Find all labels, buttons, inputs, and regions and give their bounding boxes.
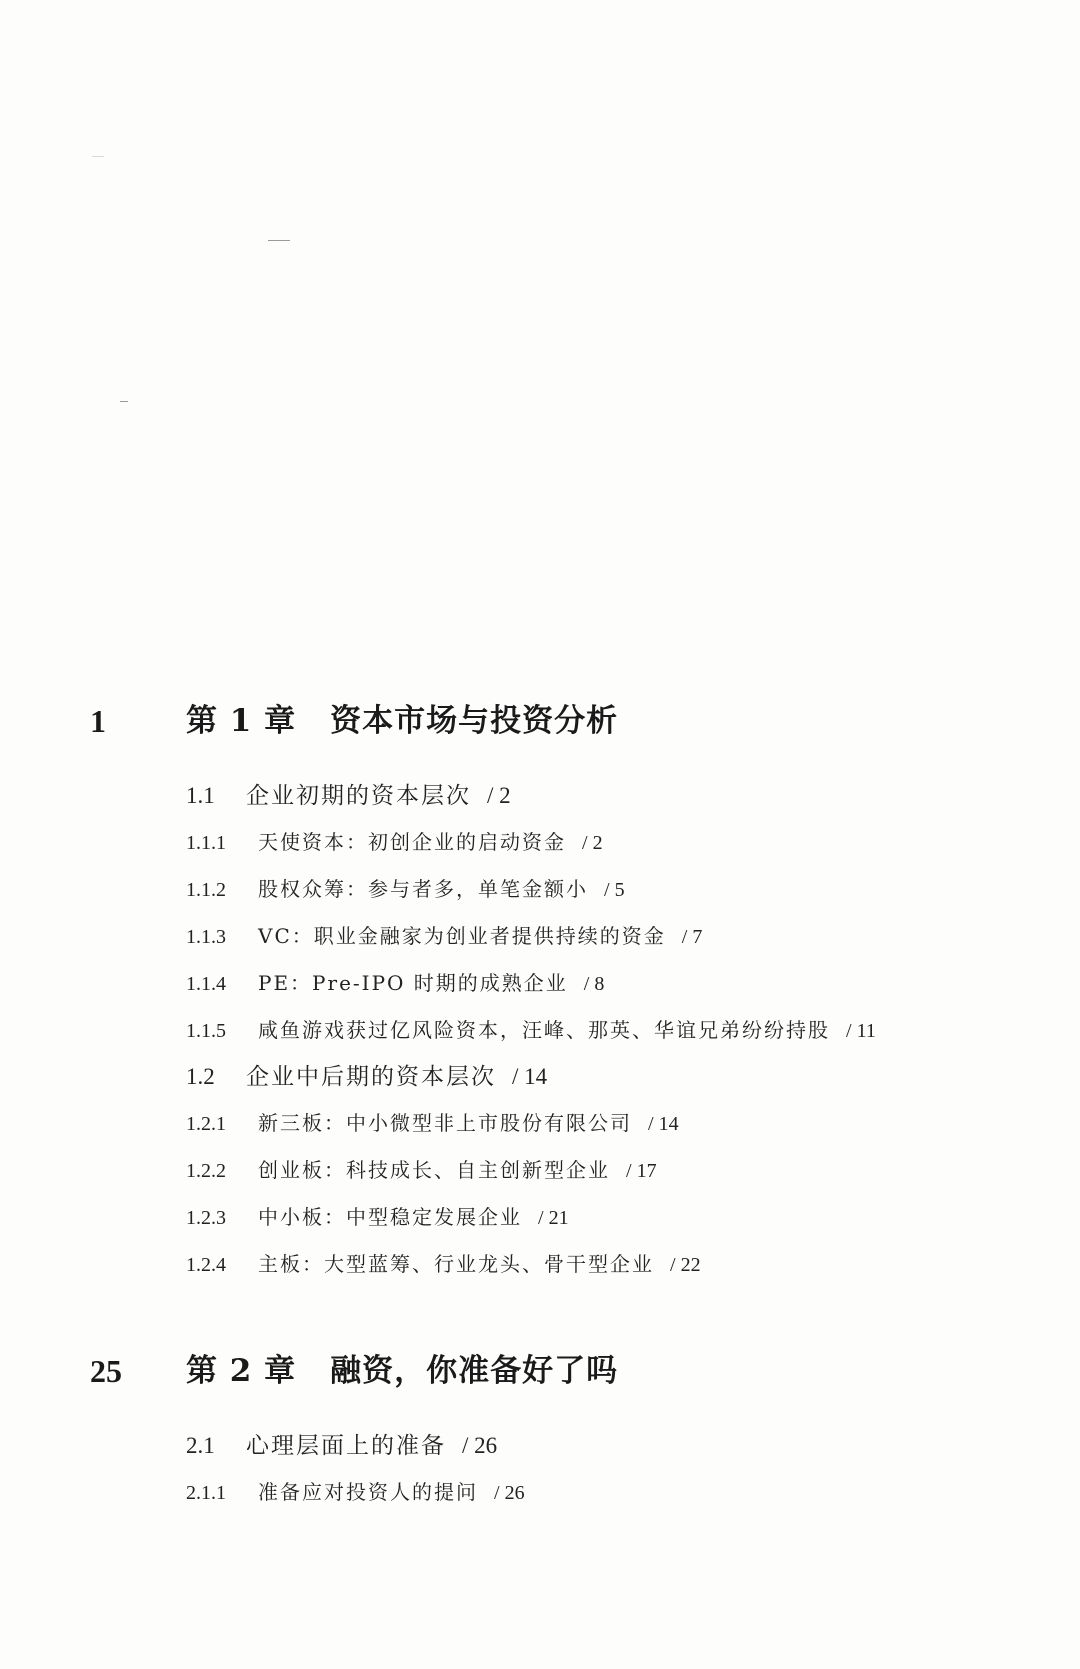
entry-title: VC：职业金融家为创业者提供持续的资金: [258, 924, 666, 948]
entry-title: 创业板：科技成长、自主创新型企业: [258, 1158, 610, 1182]
entry-title: 心理层面上的准备: [246, 1433, 446, 1459]
entry-page: 22: [680, 1254, 701, 1276]
entry-title: 主板：大型蓝筹、行业龙头、骨干型企业: [258, 1252, 654, 1276]
chapter-page-number: 1: [90, 703, 106, 739]
chapter-title: [186, 1351, 618, 1391]
toc-entry-1-1-4[interactable]: 1.1.4 PE：Pre-IPO 时期的成熟企业 / 8: [186, 960, 1036, 1007]
entry-number: 1.1.5: [186, 1020, 226, 1042]
entry-title: 新三板：中小微型非上市股份有限公司: [258, 1111, 632, 1135]
toc-entry-1-2[interactable]: 1.2 企业中后期的资本层次 / 14: [186, 1054, 1036, 1100]
toc-entry-1-2-3[interactable]: 1.2.3 中小板：中型稳定发展企业 / 21: [186, 1194, 1036, 1241]
entry-number: 1.1.4: [186, 973, 226, 995]
entry-page: 26: [474, 1433, 498, 1458]
entry-number: 1.1.2: [186, 879, 226, 901]
entry-page: 2: [499, 783, 511, 808]
toc-entry-1-1[interactable]: 1.1 企业初期的资本层次 / 2: [186, 773, 1036, 819]
chapter-heading[interactable]: [0, 693, 1080, 753]
chapter-label: 第 2 章: [186, 1353, 297, 1389]
entry-page: 14: [524, 1064, 548, 1089]
entry-number: 2.1: [186, 1433, 215, 1458]
entry-number: 1.2.2: [186, 1160, 226, 1182]
entry-number: 1.2.1: [186, 1113, 226, 1135]
chapter-entries: [186, 1423, 1036, 1516]
entry-page: 7: [692, 926, 703, 948]
toc-entry-1-1-1[interactable]: 1.1.1 天使资本：初创企业的启动资金 / 2: [186, 819, 1036, 866]
entry-page: 8: [594, 973, 605, 995]
entry-page: 17: [636, 1160, 657, 1182]
chapter-title: [186, 701, 618, 741]
toc-entry-1-2-2[interactable]: 1.2.2 创业板：科技成长、自主创新型企业 / 17: [186, 1147, 1036, 1194]
entry-title: 准备应对投资人的提问: [258, 1480, 478, 1504]
toc-entry-1-2-1[interactable]: 1.2.1 新三板：中小微型非上市股份有限公司 / 14: [186, 1100, 1036, 1147]
entry-title: PE：Pre-IPO 时期的成熟企业: [258, 971, 568, 995]
entry-page: 21: [548, 1207, 569, 1229]
entry-page: 11: [856, 1020, 876, 1042]
entry-page: 26: [504, 1482, 525, 1504]
entry-title: 股权众筹：参与者多，单笔金额小: [258, 877, 588, 901]
entry-title: 天使资本：初创企业的启动资金: [258, 830, 566, 854]
entry-number: 1.2.3: [186, 1207, 226, 1229]
entry-title: 企业中后期的资本层次: [246, 1064, 496, 1090]
chapter-page-number: 25: [90, 1353, 122, 1389]
chapter-2: [0, 1343, 1080, 1504]
toc-entry-1-1-2[interactable]: 1.1.2 股权众筹：参与者多，单笔金额小 / 5: [186, 866, 1036, 913]
entry-title: 企业初期的资本层次: [246, 783, 471, 809]
entry-number: 1.2.4: [186, 1254, 226, 1276]
chapter-heading[interactable]: [0, 1343, 1080, 1403]
entry-page: 2: [592, 832, 603, 854]
entry-title: 咸鱼游戏获过亿风险资本，汪峰、那英、华谊兄弟纷纷持股: [258, 1018, 830, 1042]
entry-title: 中小板：中型稳定发展企业: [258, 1205, 522, 1229]
entry-number: 1.1: [186, 783, 215, 808]
entry-number: 1.2: [186, 1064, 215, 1089]
chapter-1: [0, 693, 1080, 1276]
entry-page: 14: [658, 1113, 679, 1135]
entry-number: 1.1.3: [186, 926, 226, 948]
entry-number: 2.1.1: [186, 1482, 226, 1504]
toc-entry-1-2-4[interactable]: 1.2.4 主板：大型蓝筹、行业龙头、骨干型企业 / 22: [186, 1241, 1036, 1288]
chapter-entries: [186, 773, 1036, 1288]
entry-number: 1.1.1: [186, 832, 226, 854]
toc-entry-2-1[interactable]: 2.1 心理层面上的准备 / 26: [186, 1423, 1036, 1469]
toc-entry-2-1-1[interactable]: 2.1.1 准备应对投资人的提问 / 26: [186, 1469, 1036, 1516]
chapter-label: 第 1 章: [186, 703, 297, 739]
chapter-title-text: 融资，你准备好了吗: [330, 1353, 619, 1389]
toc-entry-1-1-3[interactable]: 1.1.3 VC：职业金融家为创业者提供持续的资金 / 7: [186, 913, 1036, 960]
toc-entry-1-1-5[interactable]: 1.1.5 咸鱼游戏获过亿风险资本，汪峰、那英、华谊兄弟纷纷持股 / 11: [186, 1007, 1036, 1054]
chapter-title-text: 资本市场与投资分析: [330, 703, 619, 739]
entry-page: 5: [614, 879, 625, 901]
